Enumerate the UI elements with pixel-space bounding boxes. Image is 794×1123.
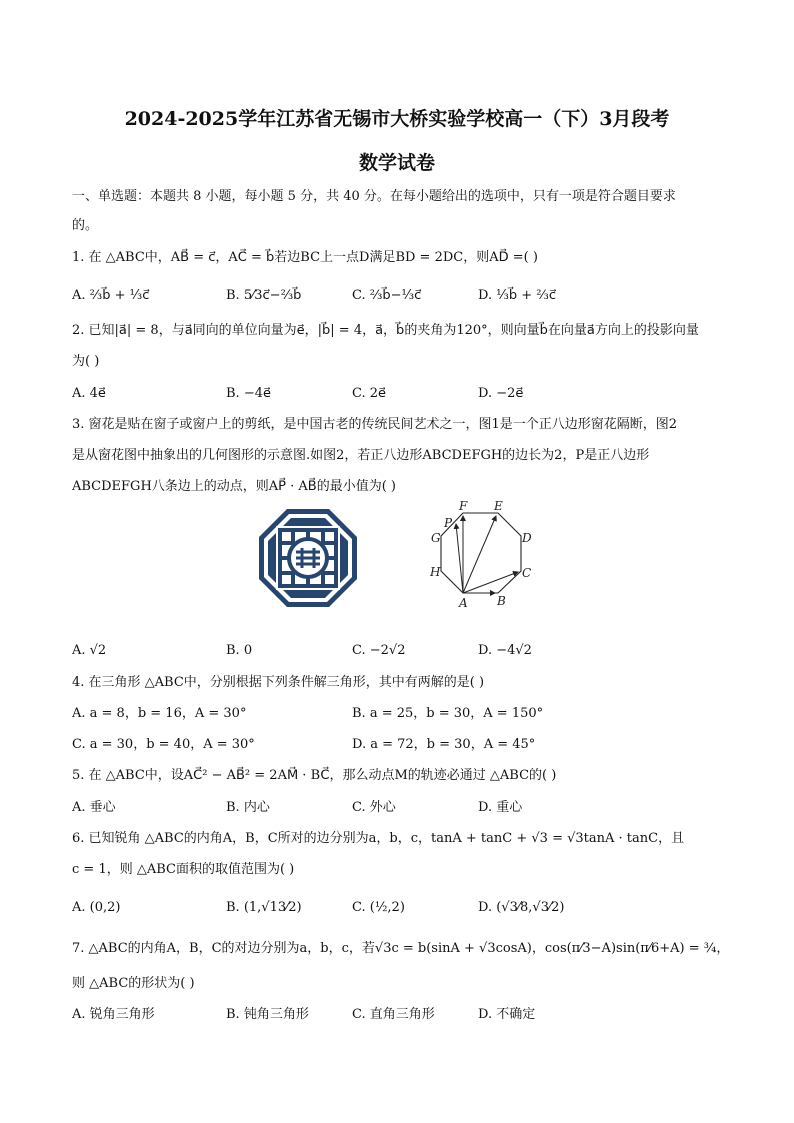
- question-4-option-c: C. a = 30，b = 40，A = 30°: [72, 737, 255, 752]
- label-G: G: [431, 531, 441, 545]
- question-5-stem: 5. 在 △ABC中，设AC⃗² − AB⃗² = 2AM⃗ · BC⃗，那么动点M的轨迹必通过 △ABC的( ): [72, 768, 557, 783]
- question-5-option-d: D. 重心: [478, 800, 523, 815]
- question-4-stem: 4. 在三角形 △ABC中，分别根据下列条件解三角形，其中有两解的是( ): [72, 675, 485, 690]
- question-2-option-a: A. 4e⃗: [72, 386, 106, 401]
- question-4-option-b: B. a = 25，b = 30，A = 150°: [352, 706, 544, 721]
- vector-arrows: [456, 516, 518, 593]
- question-3-stem-line3: ABCDEFGH八条边上的动点，则AP⃗ · AB⃗的最小值为( ): [72, 479, 396, 494]
- question-5-option-a: A. 垂心: [72, 800, 116, 815]
- label-P: P: [444, 516, 453, 530]
- label-A: A: [459, 596, 468, 610]
- question-4-option-d: D. a = 72，b = 30，A = 45°: [352, 737, 536, 752]
- question-3-option-b: B. 0: [226, 643, 253, 658]
- question-6-stem-line1: 6. 已知锐角 △ABC的内角A，B，C所对的边分别为a，b，c，tanA + tanC + √3 = √3tanA · tanC，且: [72, 831, 685, 846]
- question-3-stem-line2: 是从窗花图中抽象出的几何图形的示意图.如图2，若正八边形ABCDEFGH的边长为2，P是正八边形: [72, 448, 650, 463]
- octagon-outline: [441, 513, 521, 593]
- question-3-stem-line1: 3. 窗花是贴在窗子或窗户上的剪纸，是中国古老的传统民间艺术之一，图1是一个正八边形窗花隔断，图2: [72, 417, 678, 432]
- question-2-stem-line2: 为( ): [72, 354, 100, 369]
- question-4-option-a: A. a = 8，b = 16，A = 30°: [72, 706, 247, 721]
- question-7-option-b: B. 钝角三角形: [226, 1007, 309, 1022]
- question-7-stem-line1: 7. △ABC的内角A，B，C的对边分别为a，b，c，若√3c = b(sinA + √3cosA)，cos(π⁄3−A)sin(π⁄6+A) = ¾，: [72, 941, 730, 956]
- question-3-option-d: D. −4√2: [478, 643, 532, 658]
- question-2-option-c: C. 2e⃗: [352, 386, 387, 401]
- label-D: D: [522, 531, 532, 545]
- question-2-option-b: B. −4e⃗: [226, 386, 271, 401]
- label-F: F: [459, 499, 468, 513]
- question-3-option-a: A. √2: [72, 643, 107, 658]
- exam-title: 2024-2025学年江苏省无锡市大桥实验学校高一（下）3月段考: [124, 108, 670, 130]
- question-7-option-a: A. 锐角三角形: [72, 1007, 155, 1022]
- label-C: C: [522, 566, 532, 580]
- question-1-option-c: C. ⅔b⃗−⅓c⃗: [352, 288, 422, 303]
- window-lattice-figure: [258, 508, 358, 608]
- octagon-diagram: [420, 496, 540, 611]
- question-5-option-b: B. 内心: [226, 800, 270, 815]
- question-7-stem-line2: 则 △ABC的形状为( ): [72, 976, 195, 991]
- question-6-option-c: C. (½,2): [352, 900, 405, 915]
- label-E: E: [494, 499, 503, 513]
- question-6-option-d: D. (√3⁄8,√3⁄2): [478, 900, 565, 915]
- question-1-option-b: B. 5⁄3c⃗−⅔b⃗: [226, 288, 302, 303]
- question-1-option-d: D. ⅓b⃗ + ⅔c⃗: [478, 288, 556, 303]
- exam-subtitle: 数学试卷: [358, 152, 435, 174]
- question-6-option-a: A. (0,2): [72, 900, 121, 915]
- label-B: B: [497, 594, 506, 608]
- question-3-option-c: C. −2√2: [352, 643, 406, 658]
- section-instructions-line2: 的。: [72, 218, 99, 233]
- question-6-option-b: B. (1,√13⁄2): [226, 900, 302, 915]
- question-2-stem-line1: 2. 已知|a⃗| = 8，与a⃗同向的单位向量为e⃗，|b⃗| = 4，a⃗，b⃗的夹角为120°，则向量b⃗在向量a⃗方向上的投影向量: [72, 323, 699, 338]
- question-2-option-d: D. −2e⃗: [478, 386, 524, 401]
- question-1-option-a: A. ⅔b⃗ + ⅓c⃗: [72, 288, 150, 303]
- section-instructions-line1: 一、单选题：本题共 8 小题，每小题 5 分，共 40 分。在每小题给出的选项中，只有一项是符合题目要求: [72, 189, 676, 204]
- question-1-stem: 1. 在 △ABC中，AB⃗ = c⃗，AC⃗ = b⃗若边BC上一点D满足BD = 2DC，则AD⃗ =( ): [72, 250, 538, 265]
- question-6-stem-line2: c = 1，则 △ABC面积的取值范围为( ): [72, 862, 295, 877]
- question-7-option-c: C. 直角三角形: [352, 1007, 435, 1022]
- question-7-option-d: D. 不确定: [478, 1007, 536, 1022]
- question-5-option-c: C. 外心: [352, 800, 396, 815]
- label-H: H: [430, 565, 441, 579]
